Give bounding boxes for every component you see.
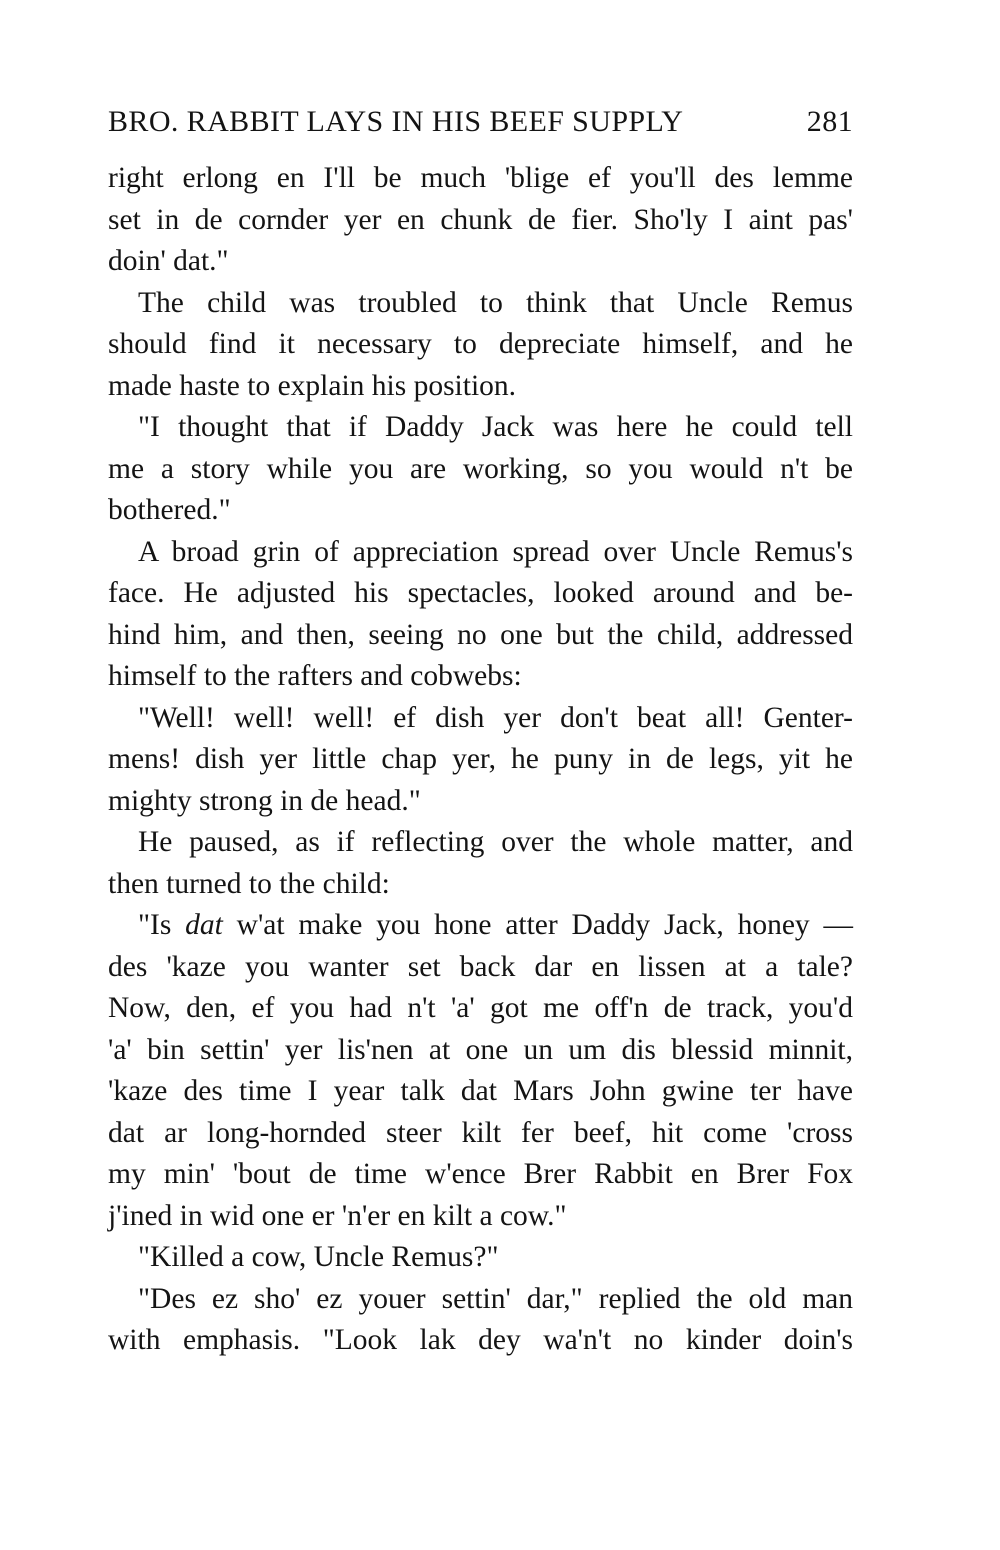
text-line: 'kaze des time I year talk dat Mars John gwine ter have (108, 1075, 853, 1107)
text-line: mens! dish yer little chap yer, he puny in de legs, yit he (108, 743, 853, 775)
text-line: mighty strong in de head." (108, 784, 421, 817)
page-number: 281 (806, 105, 853, 138)
italic-word: dat (185, 909, 223, 941)
text-line: should find it necessary to depreciate himself, and he (108, 328, 853, 360)
text-line: The child was troubled to think that Uncle Remus (138, 286, 853, 319)
text-line: j'ined in wid one er 'n'er en kilt a cow." (108, 1199, 567, 1232)
text-line: "I thought that if Daddy Jack was here he could tell (138, 411, 853, 443)
text-segment: w'at make you hone atter Daddy Jack, honey — (222, 909, 853, 941)
text-line: face. He adjusted his spectacles, looked around and be- (108, 577, 853, 609)
text-line: himself to the rafters and cobwebs: (108, 660, 522, 692)
text-line: dat ar long-hornded steer kilt fer beef, hit come 'cross (108, 1116, 853, 1149)
text-line: "Killed a cow, Uncle Remus?" (138, 1241, 499, 1273)
text-line: des 'kaze you wanter set back dar en lissen at a tale? (108, 950, 853, 983)
text-line: 'a' bin settin' yer lis'nen at one un um dis blessid minnit, (108, 1033, 853, 1066)
running-header (108, 100, 853, 144)
text-segment: "Is (138, 909, 186, 941)
text-line: "Well! well! well! ef dish yer don't beat all! Genter- (138, 701, 853, 734)
text-line: bothered." (108, 494, 231, 526)
page-body (108, 158, 853, 1362)
text-line-with-italic (108, 905, 853, 947)
text-line: He paused, as if reflecting over the whole matter, and (138, 826, 853, 858)
text-line: my min' 'bout de time w'ence Brer Rabbit en Brer Fox (108, 1158, 853, 1190)
text-line: Now, den, ef you had n't 'a' got me off'n de track, you'd (108, 992, 853, 1024)
text-line: then turned to the child: (108, 867, 390, 900)
text-line: right erlong en I'll be much 'blige ef you'll des lemme (108, 162, 853, 194)
text-line: me a story while you are working, so you would n't be (108, 452, 853, 485)
text-line: "Des ez sho' ez youer settin' dar," replied the old man (138, 1282, 853, 1315)
text-line: doin' dat." (108, 245, 229, 277)
text-line: with emphasis. "Look lak dey wa'n't no kinder doin's (108, 1324, 853, 1356)
text-line: made haste to explain his position. (108, 369, 517, 402)
text-line: set in de cornder yer en chunk de fier. Sho'ly I aint pas' (108, 203, 853, 236)
text-line: hind him, and then, seeing no one but the child, addressed (108, 618, 853, 651)
text-line: A broad grin of appreciation spread over Uncle Remus's (138, 535, 853, 568)
running-title: BRO. RABBIT LAYS IN HIS BEEF SUPPLY (108, 105, 684, 138)
